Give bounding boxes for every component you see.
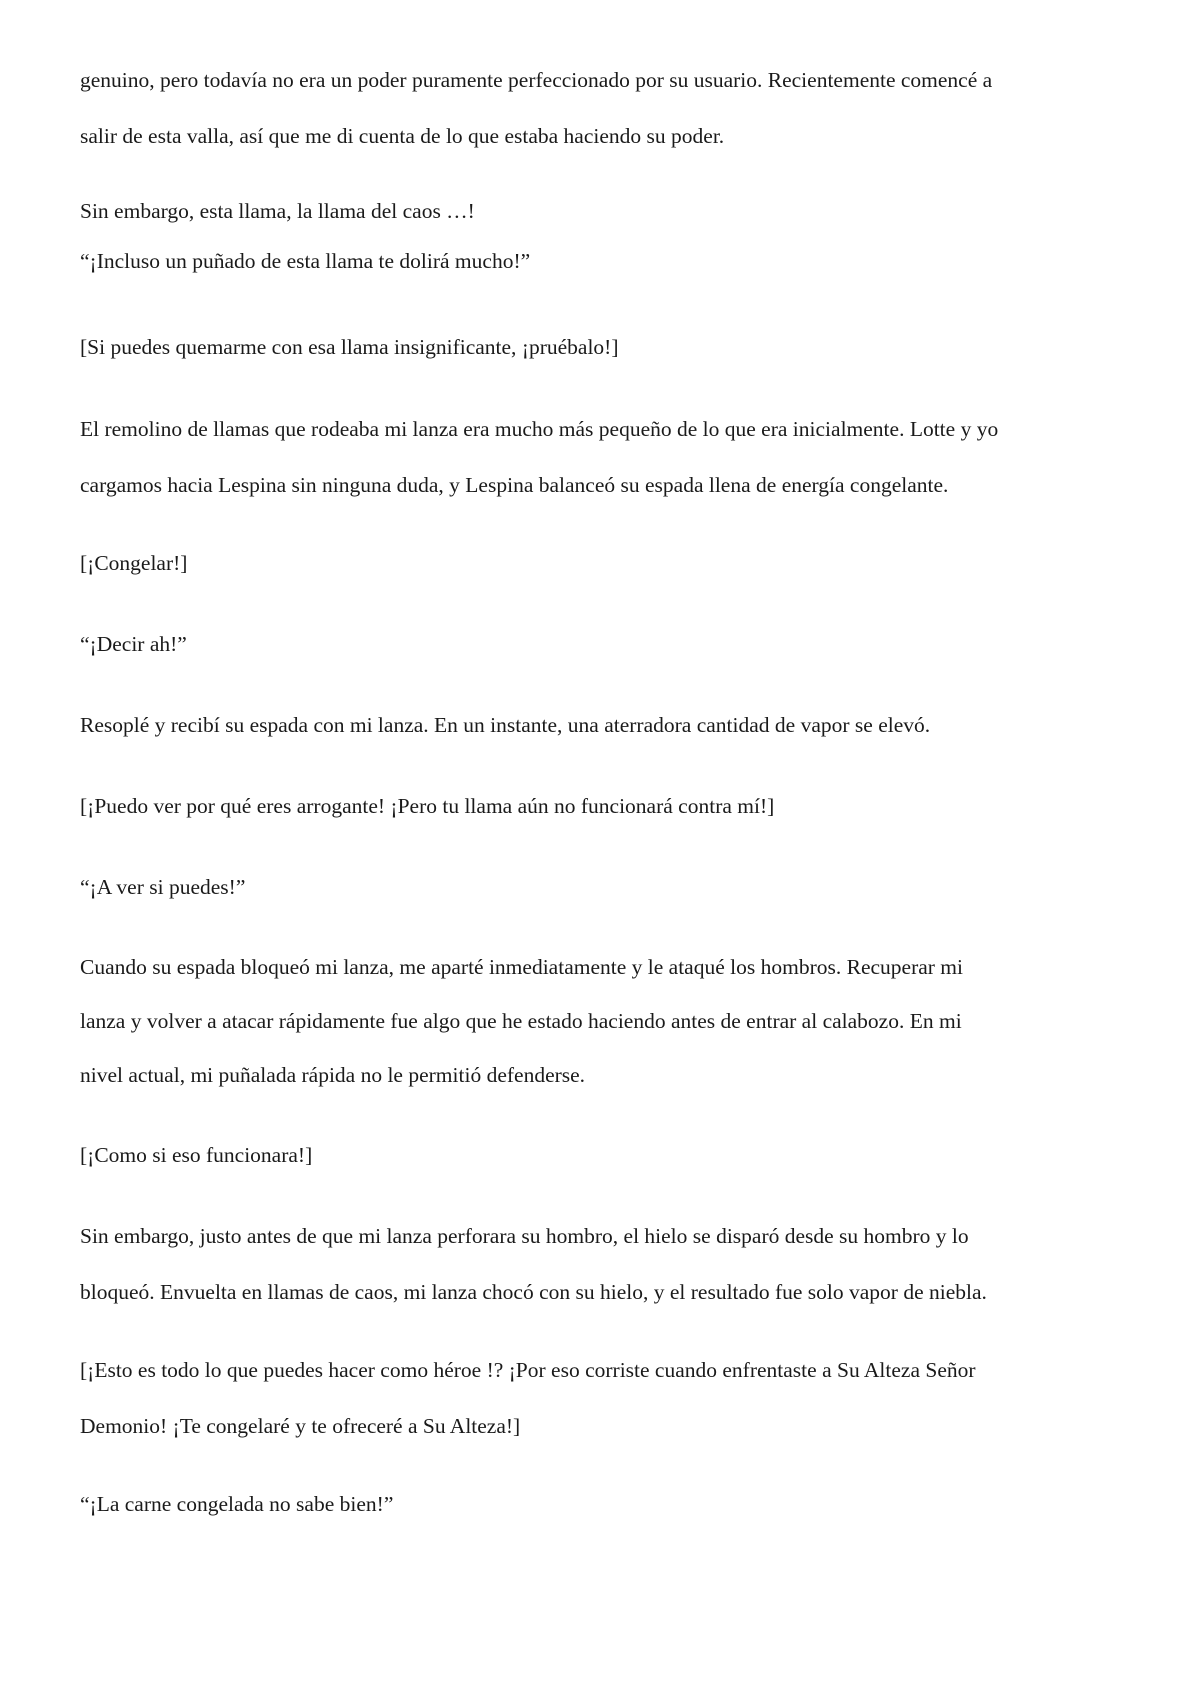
paragraph-14 bbox=[80, 1476, 1120, 1532]
text-line: genuino, pero todavía no era un poder puramente perfeccionado por su usuario. Recientemente comencé a bbox=[80, 68, 993, 92]
paragraph-8 bbox=[80, 778, 1120, 834]
text-line: salir de esta valla, así que me di cuenta de lo que estaba haciendo su poder. bbox=[80, 124, 725, 148]
paragraph-9 bbox=[80, 859, 1120, 915]
text-line: [Si puedes quemarme con esa llama insignificante, ¡pruébalo!] bbox=[80, 335, 619, 359]
text-line: “¡Decir ah!” bbox=[80, 632, 187, 656]
paragraph-11 bbox=[80, 1127, 1120, 1183]
paragraph-6 bbox=[80, 616, 1120, 672]
text-line: El remolino de llamas que rodeaba mi lanza era mucho más pequeño de lo que era inicialmente. Lotte y yo bbox=[80, 417, 999, 441]
text-line: Resoplé y recibí su espada con mi lanza. En un instante, una aterradora cantidad de vapor se elevó. bbox=[80, 713, 931, 737]
paragraph-5 bbox=[80, 535, 1120, 591]
text-line: Cuando su espada bloqueó mi lanza, me aparté inmediatamente y le ataqué los hombros. Recuperar mi bbox=[80, 955, 964, 979]
paragraph-4 bbox=[80, 401, 1120, 513]
text-line: Demonio! ¡Te congelaré y te ofreceré a Su Alteza!] bbox=[80, 1414, 521, 1438]
text-line: lanza y volver a atacar rápidamente fue algo que he estado haciendo antes de entrar al calabozo. En mi bbox=[80, 1009, 962, 1033]
paragraph-13 bbox=[80, 1342, 1120, 1454]
text-line: [¡Como si eso funcionara!] bbox=[80, 1143, 313, 1167]
paragraph-7 bbox=[80, 697, 1120, 753]
text-line: “¡La carne congelada no sabe bien!” bbox=[80, 1492, 394, 1516]
text-line: [¡Puedo ver por qué eres arrogante! ¡Pero tu llama aún no funcionará contra mí!] bbox=[80, 794, 775, 818]
paragraph-2 bbox=[80, 186, 1120, 286]
text-line: bloqueó. Envuelta en llamas de caos, mi lanza chocó con su hielo, y el resultado fue solo vapor de niebla. bbox=[80, 1280, 987, 1304]
text-line: Sin embargo, justo antes de que mi lanza perforara su hombro, el hielo se disparó desde su hombro y lo bbox=[80, 1224, 969, 1248]
text-line: Sin embargo, esta llama, la llama del caos …! bbox=[80, 199, 475, 223]
text-line: [¡Congelar!] bbox=[80, 551, 188, 575]
text-line: “¡Incluso un puñado de esta llama te dolirá mucho!” bbox=[80, 249, 531, 273]
text-line: cargamos hacia Lespina sin ninguna duda, y Lespina balanceó su espada llena de energía congelante. bbox=[80, 473, 949, 497]
paragraph-3 bbox=[80, 319, 1120, 375]
text-line: nivel actual, mi puñalada rápida no le permitió defenderse. bbox=[80, 1063, 586, 1087]
paragraph-10 bbox=[80, 940, 1120, 1102]
paragraph-1 bbox=[80, 52, 1120, 164]
text-line: “¡A ver si puedes!” bbox=[80, 875, 246, 899]
paragraph-12 bbox=[80, 1208, 1120, 1320]
text-line: [¡Esto es todo lo que puedes hacer como héroe !? ¡Por eso corriste cuando enfrentaste a Su Alteza Señor bbox=[80, 1358, 976, 1382]
